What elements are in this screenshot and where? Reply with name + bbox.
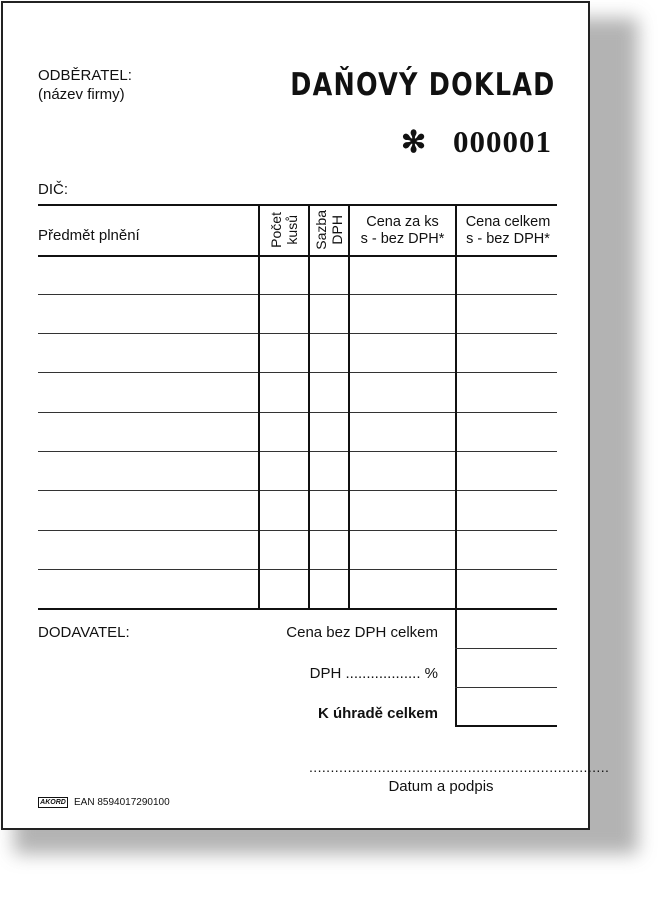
vat-label: DPH .................. % xyxy=(309,665,438,682)
tax-id-label: DIČ: xyxy=(38,181,68,198)
column-header-unit-price-line1: Cena za ks xyxy=(366,214,439,230)
column-header-subject: Předmět plnění xyxy=(38,227,140,244)
supplier-label: DODAVATEL: xyxy=(38,624,130,641)
column-header-total-price-line2: s - bez DPH* xyxy=(466,231,550,247)
table-row xyxy=(38,490,557,491)
totals-bottom-border xyxy=(455,725,557,727)
table-row xyxy=(38,569,557,570)
table-row xyxy=(38,530,557,531)
column-header-quantity-line2: kusů xyxy=(284,215,300,245)
column-header-quantity-line1: Počet xyxy=(268,212,284,248)
invoice-form xyxy=(1,1,610,830)
table-row xyxy=(38,412,557,413)
table-bottom-border xyxy=(38,608,557,610)
table-row xyxy=(38,294,557,295)
akord-logo xyxy=(38,797,68,808)
column-divider xyxy=(348,204,350,610)
customer-name-hint: (název firmy) xyxy=(38,86,125,103)
totals-divider xyxy=(455,648,557,649)
column-header-vat-rate-line1: Sazba xyxy=(313,210,329,250)
column-header-unit-price-line2: s - bez DPH* xyxy=(360,231,445,247)
table-row xyxy=(38,372,557,373)
signature-line: ...................................................................... xyxy=(309,759,610,775)
number-asterisk-icon: ✻ xyxy=(401,125,427,160)
document-number: 000001 xyxy=(453,124,552,159)
net-total-label: Cena bez DPH celkem xyxy=(286,624,438,641)
amount-due-label: K úhradě celkem xyxy=(317,705,438,722)
table-row xyxy=(38,333,557,334)
table-header-border xyxy=(38,255,557,257)
document-title: DAŇOVÝ DOKLAD xyxy=(290,67,556,103)
totals-divider xyxy=(455,687,557,688)
ean-code: EAN 8594017290100 xyxy=(74,797,170,808)
column-header-vat-rate-line2: DPH xyxy=(329,215,345,245)
column-header-vat-rate xyxy=(310,206,348,254)
column-header-total-price xyxy=(457,214,559,248)
column-divider xyxy=(258,204,260,610)
table-row xyxy=(38,451,557,452)
column-header-unit-price xyxy=(350,214,455,248)
customer-label: ODBĚRATEL: xyxy=(38,67,132,84)
akord-logo-text: AKORD xyxy=(40,799,66,806)
signature-label: Datum a podpis xyxy=(388,778,494,795)
column-divider xyxy=(308,204,310,610)
column-header-total-price-line1: Cena celkem xyxy=(465,214,551,230)
column-header-quantity xyxy=(260,206,308,254)
